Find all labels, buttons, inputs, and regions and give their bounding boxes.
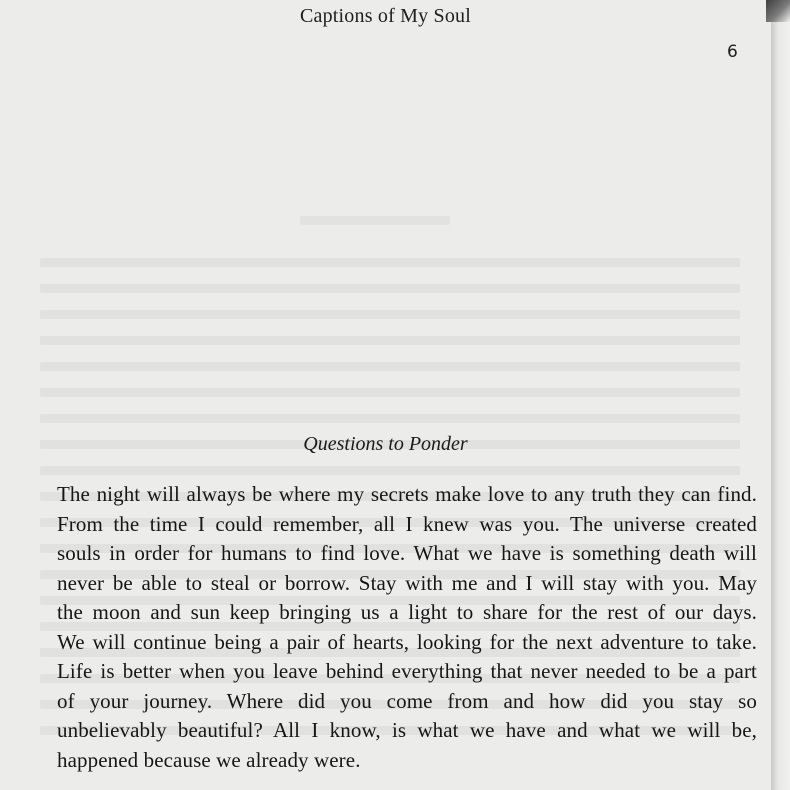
- poem-line: From the time I could remember, all I knew was you. The universe created: [57, 511, 757, 536]
- poem-line: Life is better when you leave behind everything that never needed to be a part: [57, 659, 757, 683]
- poem-line: unbelievably beautiful? All I know, is what we have and what we will be,: [57, 718, 757, 742]
- page-number: 6: [727, 42, 738, 62]
- page-edge: [771, 0, 790, 790]
- poem-line: We will continue being a pair of hearts, looking for the next adventure to take.: [57, 629, 757, 654]
- section-title: Questions to Ponder: [303, 433, 468, 455]
- poem-line: happened because we already were.: [57, 747, 361, 772]
- running-header: Captions of My Soul: [299, 5, 472, 27]
- poem-line: of your journey. Where did you come from and how did you stay so: [57, 688, 757, 713]
- poem-line: the moon and sun keep bringing us a light to share for the rest of our days.: [57, 600, 757, 624]
- poem-body: [57, 480, 757, 775]
- poem-line: The night will always be where my secrets make love to any truth they can find.: [57, 482, 757, 506]
- page-corner-shadow: [766, 0, 790, 22]
- poem-line: never be able to steal or borrow. Stay with me and I will stay with you. May: [57, 570, 757, 595]
- poem-line: souls in order for humans to find love. What we have is something death will: [57, 541, 757, 565]
